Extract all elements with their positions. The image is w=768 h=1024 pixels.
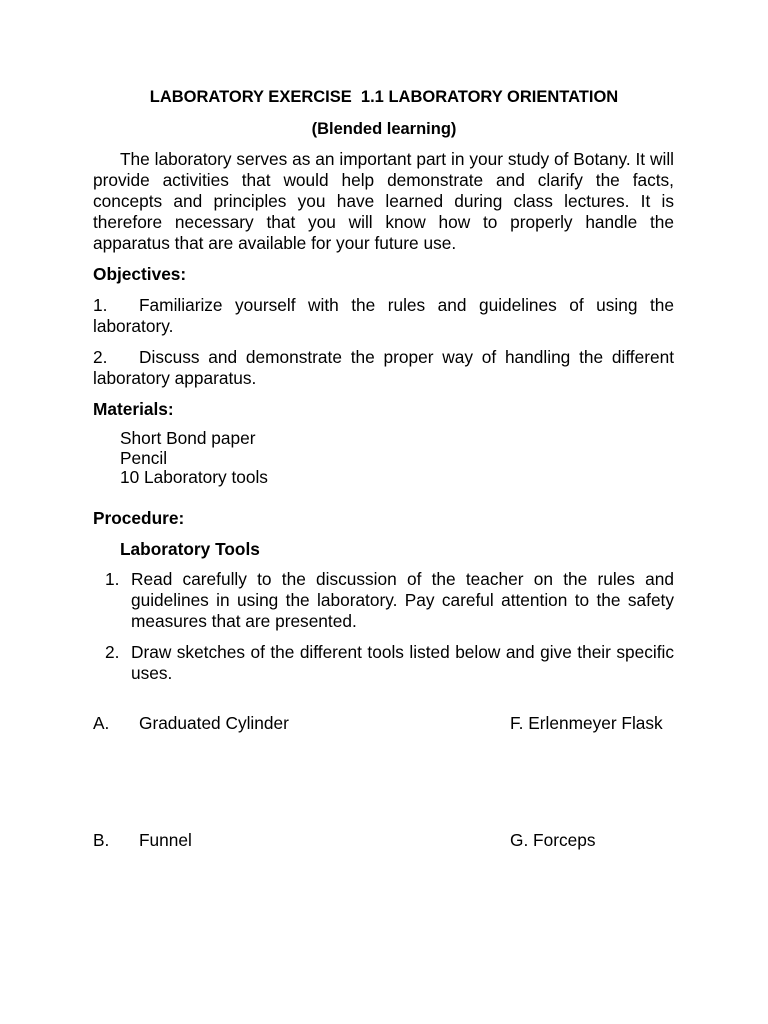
- procedure-number: 2.: [105, 642, 120, 662]
- material-item: Short Bond paper: [120, 428, 256, 448]
- tool-name: Graduated Cylinder: [139, 713, 289, 733]
- tool-item-g: G. Forceps: [510, 830, 596, 850]
- materials-list: [120, 429, 268, 488]
- tool-name: Funnel: [139, 830, 192, 850]
- tool-letter: A.: [93, 713, 110, 733]
- procedure-item-1: [105, 569, 674, 632]
- material-item: Pencil: [120, 447, 168, 468]
- procedure-heading: Procedure:: [93, 508, 185, 528]
- intro-paragraph: The laboratory serves as an important part in your study of Botany. It will provide activities that would help demonstrate and clarify the facts, concepts and principles you have learned during class lectures. It is therefore necessary that you will know how to properly handle the apparatus that are available for your future use.: [93, 149, 674, 253]
- procedure-text: Draw sketches of the different tools listed below and give their specific uses.: [131, 642, 674, 683]
- materials-heading: Materials:: [93, 399, 174, 419]
- tool-item-f: F. Erlenmeyer Flask: [510, 713, 663, 733]
- procedure-number: 1.: [105, 569, 120, 589]
- tool-item-a: [93, 713, 289, 734]
- exercise-title: LABORATORY EXERCISE 1.1 LABORATORY ORIENTATION: [149, 88, 619, 106]
- material-item: 10 Laboratory tools: [120, 467, 268, 487]
- exercise-subtitle: (Blended learning): [311, 120, 457, 138]
- procedure-subheading: Laboratory Tools: [120, 539, 260, 559]
- procedure-item-2: [105, 642, 674, 684]
- objective-text: Familiarize yourself with the rules and guidelines of using the laboratory.: [93, 295, 674, 336]
- objective-number: 1.: [93, 295, 108, 315]
- objective-text: Discuss and demonstrate the proper way of handling the different laboratory apparatus.: [93, 347, 674, 388]
- objective-item-2: [93, 347, 674, 389]
- objectives-heading: Objectives:: [93, 264, 187, 284]
- objective-item-1: [93, 295, 674, 337]
- tool-item-b: [93, 830, 192, 851]
- procedure-text: Read carefully to the discussion of the teacher on the rules and guidelines in using the laboratory. Pay careful attention to the safety measures that are presented.: [131, 569, 674, 631]
- objective-number: 2.: [93, 347, 108, 367]
- tool-letter: B.: [93, 830, 110, 850]
